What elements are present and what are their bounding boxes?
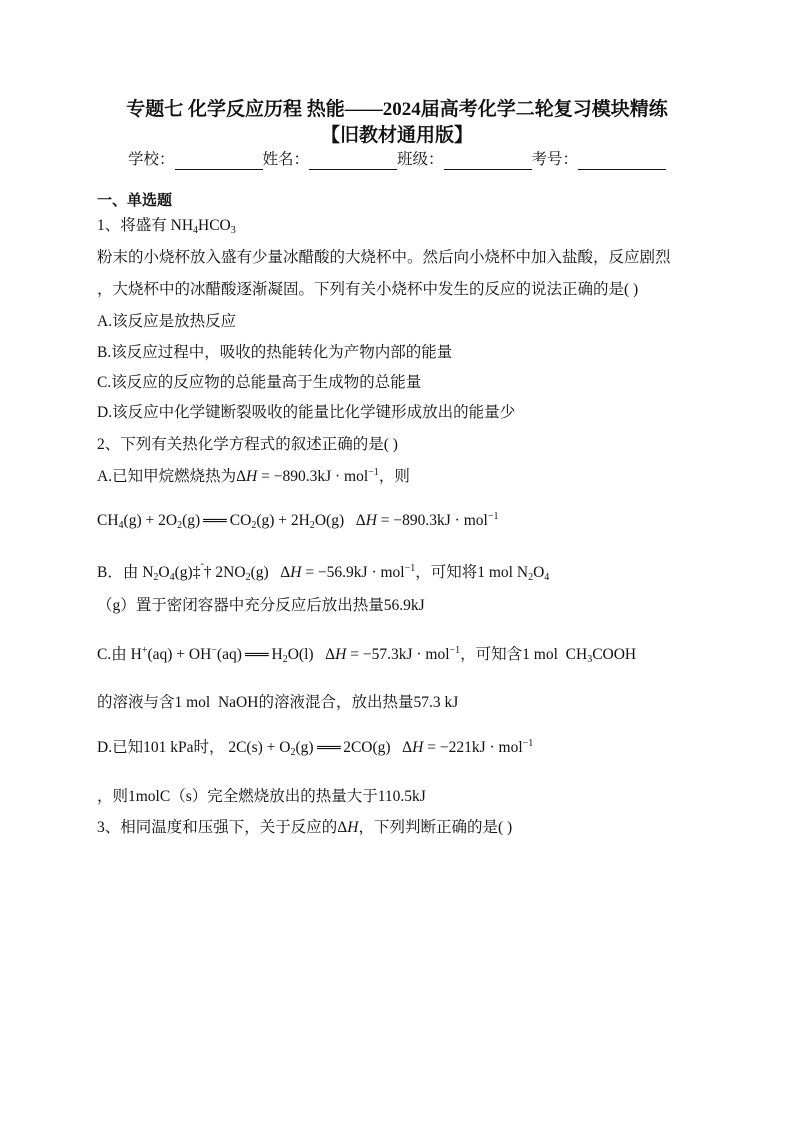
- italic-variable: H: [290, 564, 302, 581]
- text-run: ，下列判断正确的是( ): [358, 819, 513, 836]
- question-2-option-a-line-1: [97, 467, 410, 487]
- italic-variable: H: [347, 819, 359, 836]
- italic-variable: H: [335, 646, 347, 663]
- superscript: +: [141, 645, 148, 656]
- text-run: ，可知含1 mol CH: [460, 646, 588, 663]
- italic-variable: H: [365, 512, 377, 529]
- text-run: (g) + 2H: [256, 512, 310, 529]
- text-run: 2、下列有关热化学方程式的叙述正确的是( ): [97, 436, 398, 453]
- text-run: B．由 N: [97, 564, 154, 581]
- document-title: 专题七 化学反应历程 热能——2024届高考化学二轮复习模块精练: [126, 99, 668, 120]
- name-label: 姓名：: [262, 151, 310, 168]
- text-run: O: [533, 564, 545, 581]
- question-1-option-b: [97, 343, 452, 363]
- question-2-option-c-line-1: [97, 645, 636, 665]
- exam-number-label: 考号：: [531, 151, 579, 168]
- text-run: ，则: [378, 468, 410, 485]
- subscript: 3: [587, 654, 593, 665]
- text-run: HCO: [198, 217, 231, 234]
- text-run: 的溶液与含1 mol NaOH的溶液混合，放出热量57.3 kJ: [97, 694, 459, 711]
- subscript: 4: [118, 520, 124, 531]
- exam-number-blank: [578, 152, 666, 170]
- text-run: COOH: [592, 646, 637, 663]
- double-equals-sign: ══: [244, 648, 269, 663]
- superscript: −1: [368, 467, 379, 478]
- text-run: B.该反应过程中，吸收的热能转化为产物内部的能量: [97, 344, 453, 361]
- question-2-option-b-line-1: [97, 563, 549, 583]
- text-run: (g): [295, 739, 314, 756]
- subscript: 2: [251, 520, 257, 531]
- question-2-option-d-line-2: [97, 787, 426, 807]
- italic-variable: H: [412, 739, 424, 756]
- question-1-stem-line-3: [97, 280, 638, 300]
- subscript: 4: [169, 572, 175, 583]
- text-run: D.该反应中化学键断裂吸收的能量比化学键形成放出的能量少: [97, 404, 516, 421]
- text-run: ，大烧杯中的冰醋酸逐渐凝固。下列有关小烧杯中发生的反应的说法正确的是( ): [97, 281, 639, 298]
- subscript: 3: [230, 225, 236, 236]
- text-run: 2CO(g) Δ: [343, 739, 413, 756]
- subscript: 2: [282, 654, 288, 665]
- school-label: 学校：: [128, 151, 175, 168]
- subscript: 4: [193, 225, 199, 236]
- text-run: (g): [174, 564, 193, 581]
- text-run: （g）置于密闭容器中充分反应后放出热量56.9kJ: [97, 597, 425, 614]
- student-info-line: [128, 150, 666, 170]
- text-run: ，可知将1 mol N: [415, 564, 529, 581]
- text-run: † 2NO: [203, 564, 246, 581]
- superscript: −: [211, 645, 217, 656]
- double-equals-sign: ══: [316, 741, 341, 756]
- question-2-stem: [97, 435, 398, 455]
- subscript: 2: [245, 572, 251, 583]
- document-subtitle: 【旧教材通用版】: [320, 125, 473, 146]
- text-run: Δ: [337, 819, 348, 836]
- text-run: = −56.9kJ · mol: [301, 564, 405, 581]
- school-blank: [175, 152, 263, 170]
- text-run: (aq) + OH: [147, 646, 212, 663]
- text-run: D.已知101 kPa时， 2C(s) + O: [97, 739, 291, 756]
- text-run: H: [271, 646, 283, 663]
- text-run: CO: [229, 512, 252, 529]
- question-2-option-a-equation: [97, 511, 498, 531]
- text-run: = −890.3kJ · mol: [257, 468, 369, 485]
- text-run: 粉末的小烧杯放入盛有少量冰醋酸的大烧杯中。然后向小烧杯中加入盐酸，反应剧烈: [97, 249, 671, 266]
- question-2-option-c-line-2: [97, 693, 458, 713]
- question-1-option-a: [97, 312, 236, 332]
- text-run: O(l) Δ: [287, 646, 336, 663]
- double-equals-sign: ══: [203, 514, 227, 529]
- subscript: 2: [177, 520, 183, 531]
- text-run: CH: [97, 512, 119, 529]
- superscript: −1: [487, 511, 499, 522]
- text-run: 1、将盛有 NH: [97, 217, 194, 234]
- question-1-option-d: [97, 403, 515, 423]
- subscript: 2: [290, 747, 296, 758]
- text-run: ，则1molC（s）完全燃烧放出的热量大于110.5kJ: [97, 788, 426, 805]
- subscript: 2: [153, 572, 159, 583]
- text-run: C.由 H: [97, 646, 142, 663]
- question-2-option-d-line-1: [97, 738, 533, 758]
- text-run: = −890.3kJ · mol: [376, 512, 488, 529]
- class-label: 班级：: [397, 151, 444, 168]
- class-blank: [444, 152, 532, 170]
- superscript: −1: [449, 645, 461, 656]
- text-run: A.该反应是放热反应: [97, 313, 237, 330]
- text-run: (g): [182, 512, 201, 529]
- section-title: 一、单选题: [97, 193, 173, 209]
- text-run: Δ: [236, 468, 247, 485]
- text-run: (g) Δ: [250, 564, 291, 581]
- question-1-option-c: [97, 373, 421, 393]
- superscript: −1: [522, 738, 534, 749]
- text-run: = −221kJ · mol: [423, 739, 523, 756]
- text-run: A.已知甲烷燃烧热为: [97, 468, 237, 485]
- italic-variable: H: [246, 468, 258, 485]
- subscript: 4: [544, 572, 550, 583]
- name-blank: [309, 152, 397, 170]
- superscript: ˆ: [200, 563, 204, 574]
- text-run: ‡: [192, 564, 201, 581]
- question-1-stem-line-1: [97, 216, 236, 236]
- text-run: = −57.3kJ · mol: [346, 646, 450, 663]
- question-1-stem-line-2: [97, 248, 671, 268]
- text-run: (aq): [216, 646, 242, 663]
- subscript: 2: [309, 520, 315, 531]
- subscript: 2: [528, 572, 534, 583]
- text-run: O: [158, 564, 170, 581]
- text-run: 3、相同温度和压强下，关于反应的: [97, 819, 338, 836]
- text-run: O(g) Δ: [314, 512, 366, 529]
- question-2-option-b-line-2: [97, 596, 425, 616]
- text-run: (g) + 2O: [123, 512, 178, 529]
- superscript: −1: [404, 563, 416, 574]
- text-run: C.该反应的反应物的总能量高于生成物的总能量: [97, 374, 422, 391]
- question-3-stem: [97, 818, 512, 838]
